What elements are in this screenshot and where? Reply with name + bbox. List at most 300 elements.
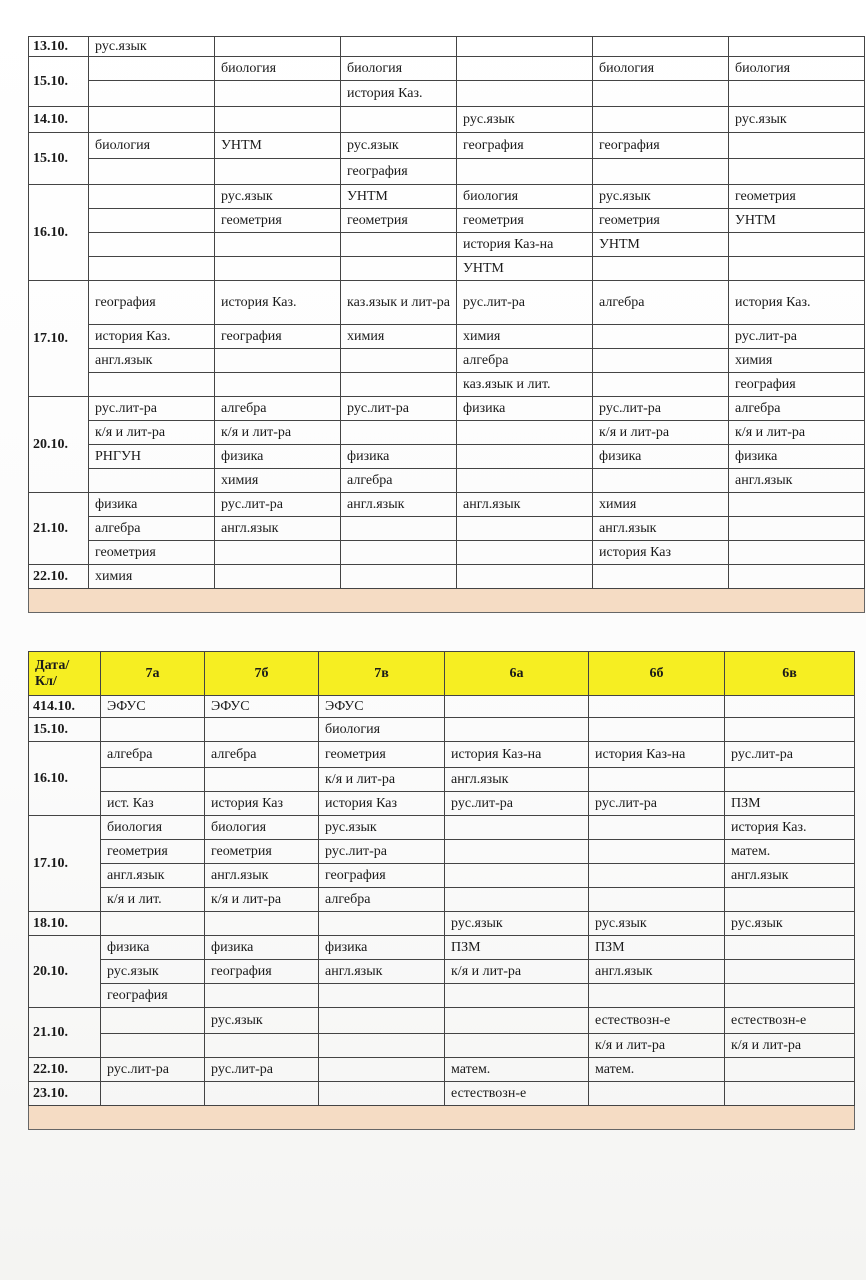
- table-row: [29, 696, 855, 718]
- subject-cell: рус.язык: [445, 912, 589, 936]
- subject-cell: к/я и лит-ра: [445, 960, 589, 984]
- subject-cell: [457, 57, 593, 81]
- date-cell: 15.10.: [29, 133, 89, 185]
- subject-cell: история Каз.: [729, 281, 865, 325]
- schedule-table-lower: [28, 651, 855, 1130]
- subject-cell: рус.лит-ра: [101, 1058, 205, 1082]
- subject-cell: география: [319, 864, 445, 888]
- subject-cell: [729, 233, 865, 257]
- table-row: [29, 984, 855, 1008]
- subject-cell: [215, 81, 341, 107]
- subject-cell: история Каз-на: [457, 233, 593, 257]
- subject-cell: физика: [593, 445, 729, 469]
- subject-cell: история Каз-на: [589, 742, 725, 768]
- subject-cell: ЭФУС: [205, 696, 319, 718]
- subject-cell: ЭФУС: [101, 696, 205, 718]
- subject-cell: алгебра: [101, 742, 205, 768]
- subject-cell: [589, 1082, 725, 1106]
- subject-cell: [215, 233, 341, 257]
- subject-cell: [205, 768, 319, 792]
- subject-cell: история Каз.: [215, 281, 341, 325]
- subject-cell: история Каз.: [341, 81, 457, 107]
- subject-cell: физика: [205, 936, 319, 960]
- subject-cell: англ.язык: [319, 960, 445, 984]
- subject-cell: УНТМ: [729, 209, 865, 233]
- subject-cell: [589, 864, 725, 888]
- subject-cell: [445, 718, 589, 742]
- subject-cell: [729, 257, 865, 281]
- subject-cell: англ.язык: [101, 864, 205, 888]
- subject-cell: география: [205, 960, 319, 984]
- subject-cell: англ.язык: [205, 864, 319, 888]
- date-cell: 17.10.: [29, 816, 101, 912]
- subject-cell: [457, 159, 593, 185]
- header-date-class: Дата/ Кл/: [29, 652, 101, 696]
- subject-cell: [589, 840, 725, 864]
- subject-cell: [89, 159, 215, 185]
- subject-cell: [725, 960, 855, 984]
- subject-cell: рус.язык: [589, 912, 725, 936]
- subject-cell: [205, 912, 319, 936]
- subject-cell: [319, 1034, 445, 1058]
- date-cell: 15.10.: [29, 57, 89, 107]
- subject-cell: геометрия: [215, 209, 341, 233]
- subject-cell: матем.: [445, 1058, 589, 1082]
- subject-cell: рус.язык: [215, 185, 341, 209]
- subject-cell: матем.: [589, 1058, 725, 1082]
- subject-cell: физика: [215, 445, 341, 469]
- subject-cell: алгебра: [215, 397, 341, 421]
- footer-band: [29, 1106, 855, 1130]
- date-cell: 22.10.: [29, 1058, 101, 1082]
- table-row: [29, 81, 865, 107]
- subject-cell: биология: [593, 57, 729, 81]
- table-row: [29, 257, 865, 281]
- subject-cell: [729, 517, 865, 541]
- date-cell: 14.10.: [29, 107, 89, 133]
- subject-cell: ПЗМ: [445, 936, 589, 960]
- subject-cell: [101, 718, 205, 742]
- subject-cell: геометрия: [205, 840, 319, 864]
- date-cell: 16.10.: [29, 185, 89, 281]
- subject-cell: [457, 541, 593, 565]
- subject-cell: УНТМ: [215, 133, 341, 159]
- subject-cell: [89, 107, 215, 133]
- table-row: [29, 960, 855, 984]
- subject-cell: к/я и лит-ра: [589, 1034, 725, 1058]
- header-row: [29, 652, 855, 696]
- subject-cell: история Каз.: [725, 816, 855, 840]
- date-cell: 23.10.: [29, 1082, 101, 1106]
- subject-cell: биология: [101, 816, 205, 840]
- subject-cell: алгебра: [319, 888, 445, 912]
- subject-cell: [101, 912, 205, 936]
- subject-cell: география: [457, 133, 593, 159]
- subject-cell: [89, 185, 215, 209]
- subject-cell: [89, 469, 215, 493]
- subject-cell: история Каз: [593, 541, 729, 565]
- subject-cell: [215, 37, 341, 57]
- table-row: [29, 349, 865, 373]
- subject-cell: УНТМ: [341, 185, 457, 209]
- subject-cell: [729, 159, 865, 185]
- subject-cell: [729, 37, 865, 57]
- table-row: [29, 792, 855, 816]
- subject-cell: ЭФУС: [319, 696, 445, 718]
- subject-cell: к/я и лит-ра: [319, 768, 445, 792]
- table-row: [29, 816, 855, 840]
- footer-band-cell: [29, 1106, 855, 1130]
- subject-cell: к/я и лит-ра: [729, 421, 865, 445]
- subject-cell: [445, 840, 589, 864]
- subject-cell: биология: [205, 816, 319, 840]
- table-row: [29, 768, 855, 792]
- subject-cell: естествозн-е: [445, 1082, 589, 1106]
- table-row: [29, 133, 865, 159]
- subject-cell: химия: [341, 325, 457, 349]
- subject-cell: рус.язык: [729, 107, 865, 133]
- subject-cell: [725, 888, 855, 912]
- subject-cell: биология: [341, 57, 457, 81]
- subject-cell: англ.язык: [725, 864, 855, 888]
- subject-cell: география: [593, 133, 729, 159]
- subject-cell: каз.язык и лит-ра: [341, 281, 457, 325]
- table-row: [29, 107, 865, 133]
- subject-cell: [89, 233, 215, 257]
- subject-cell: РНГУН: [89, 445, 215, 469]
- subject-cell: [215, 373, 341, 397]
- subject-cell: англ.язык: [341, 493, 457, 517]
- subject-cell: англ.язык: [593, 517, 729, 541]
- subject-cell: [341, 257, 457, 281]
- subject-cell: рус.лит-ра: [205, 1058, 319, 1082]
- subject-cell: [445, 1008, 589, 1034]
- subject-cell: [593, 37, 729, 57]
- table-row: [29, 373, 865, 397]
- subject-cell: физика: [89, 493, 215, 517]
- subject-cell: рус.лит-ра: [341, 397, 457, 421]
- table-row: [29, 233, 865, 257]
- subject-cell: англ.язык: [729, 469, 865, 493]
- subject-cell: [445, 888, 589, 912]
- subject-cell: [341, 37, 457, 57]
- subject-cell: рус.лит-ра: [215, 493, 341, 517]
- table-row: [29, 397, 865, 421]
- subject-cell: алгебра: [729, 397, 865, 421]
- subject-cell: к/я и лит.: [101, 888, 205, 912]
- subject-cell: [445, 864, 589, 888]
- subject-cell: [457, 469, 593, 493]
- subject-cell: биология: [89, 133, 215, 159]
- subject-cell: физика: [319, 936, 445, 960]
- table-row: [29, 718, 855, 742]
- subject-cell: [89, 81, 215, 107]
- table-row: [29, 37, 865, 57]
- subject-cell: [319, 1058, 445, 1082]
- subject-cell: геометрия: [457, 209, 593, 233]
- subject-cell: рус.лит-ра: [729, 325, 865, 349]
- footer-band: [29, 589, 865, 613]
- header-class: 7в: [319, 652, 445, 696]
- subject-cell: [215, 565, 341, 589]
- table-row: [29, 912, 855, 936]
- subject-cell: [101, 768, 205, 792]
- subject-cell: [89, 57, 215, 81]
- subject-cell: [589, 696, 725, 718]
- subject-cell: алгебра: [341, 469, 457, 493]
- subject-cell: [725, 718, 855, 742]
- table-row: [29, 493, 865, 517]
- subject-cell: [593, 565, 729, 589]
- date-cell: 22.10.: [29, 565, 89, 589]
- subject-cell: матем.: [725, 840, 855, 864]
- date-cell: 20.10.: [29, 397, 89, 493]
- subject-cell: [319, 1082, 445, 1106]
- subject-cell: [215, 541, 341, 565]
- subject-cell: алгебра: [593, 281, 729, 325]
- subject-cell: [215, 257, 341, 281]
- subject-cell: [457, 81, 593, 107]
- subject-cell: каз.язык и лит.: [457, 373, 593, 397]
- subject-cell: рус.язык: [205, 1008, 319, 1034]
- subject-cell: биология: [319, 718, 445, 742]
- header-class: 6б: [589, 652, 725, 696]
- subject-cell: рус.язык: [457, 107, 593, 133]
- subject-cell: [589, 888, 725, 912]
- date-cell: 414.10.: [29, 696, 101, 718]
- table-row: [29, 840, 855, 864]
- table-row: [29, 209, 865, 233]
- subject-cell: геометрия: [341, 209, 457, 233]
- footer-band-cell: [29, 589, 865, 613]
- subject-cell: история Каз-на: [445, 742, 589, 768]
- subject-cell: [589, 816, 725, 840]
- subject-cell: [593, 159, 729, 185]
- subject-cell: англ.язык: [89, 349, 215, 373]
- subject-cell: англ.язык: [589, 960, 725, 984]
- subject-cell: англ.язык: [457, 493, 593, 517]
- table-row: [29, 57, 865, 81]
- subject-cell: рус.язык: [101, 960, 205, 984]
- subject-cell: [593, 81, 729, 107]
- subject-cell: химия: [457, 325, 593, 349]
- subject-cell: химия: [729, 349, 865, 373]
- table-row: [29, 421, 865, 445]
- date-cell: 16.10.: [29, 742, 101, 816]
- subject-cell: [593, 325, 729, 349]
- subject-cell: [457, 517, 593, 541]
- subject-cell: [725, 1082, 855, 1106]
- subject-cell: [205, 1034, 319, 1058]
- subject-cell: [593, 373, 729, 397]
- subject-cell: география: [215, 325, 341, 349]
- subject-cell: география: [89, 281, 215, 325]
- subject-cell: к/я и лит-ра: [89, 421, 215, 445]
- subject-cell: история Каз.: [89, 325, 215, 349]
- subject-cell: [215, 159, 341, 185]
- subject-cell: [729, 493, 865, 517]
- header-class: 7а: [101, 652, 205, 696]
- date-cell: 18.10.: [29, 912, 101, 936]
- subject-cell: естествозн-е: [725, 1008, 855, 1034]
- subject-cell: [729, 81, 865, 107]
- date-cell: 15.10.: [29, 718, 101, 742]
- subject-cell: [593, 257, 729, 281]
- subject-cell: рус.язык: [593, 185, 729, 209]
- subject-cell: [445, 984, 589, 1008]
- subject-cell: биология: [215, 57, 341, 81]
- date-cell: 17.10.: [29, 281, 89, 397]
- table-row: [29, 1082, 855, 1106]
- subject-cell: англ.язык: [445, 768, 589, 792]
- subject-cell: к/я и лит-ра: [593, 421, 729, 445]
- subject-cell: [341, 421, 457, 445]
- subject-cell: рус.язык: [89, 37, 215, 57]
- subject-cell: ПЗМ: [589, 936, 725, 960]
- date-cell: 21.10.: [29, 1008, 101, 1058]
- subject-cell: [725, 696, 855, 718]
- subject-cell: [341, 565, 457, 589]
- subject-cell: алгебра: [89, 517, 215, 541]
- subject-cell: [725, 768, 855, 792]
- subject-cell: УНТМ: [593, 233, 729, 257]
- subject-cell: химия: [215, 469, 341, 493]
- subject-cell: [457, 565, 593, 589]
- subject-cell: геометрия: [319, 742, 445, 768]
- subject-cell: [341, 541, 457, 565]
- table-row: [29, 888, 855, 912]
- subject-cell: рус.лит-ра: [725, 742, 855, 768]
- subject-cell: [593, 469, 729, 493]
- table-row: [29, 159, 865, 185]
- subject-cell: [101, 1008, 205, 1034]
- subject-cell: [89, 373, 215, 397]
- subject-cell: к/я и лит-ра: [215, 421, 341, 445]
- table-row: [29, 325, 865, 349]
- subject-cell: УНТМ: [457, 257, 593, 281]
- subject-cell: [725, 1058, 855, 1082]
- subject-cell: география: [729, 373, 865, 397]
- subject-cell: ПЗМ: [725, 792, 855, 816]
- subject-cell: рус.лит-ра: [593, 397, 729, 421]
- subject-cell: [319, 1008, 445, 1034]
- subject-cell: [589, 984, 725, 1008]
- table-row: [29, 936, 855, 960]
- subject-cell: химия: [593, 493, 729, 517]
- table-row: [29, 541, 865, 565]
- subject-cell: рус.лит-ра: [589, 792, 725, 816]
- subject-cell: [593, 349, 729, 373]
- table-row: [29, 281, 865, 325]
- date-cell: 20.10.: [29, 936, 101, 1008]
- subject-cell: рус.лит-ра: [89, 397, 215, 421]
- header-class: 6в: [725, 652, 855, 696]
- schedule-table-upper: [28, 36, 865, 613]
- subject-cell: [729, 565, 865, 589]
- subject-cell: рус.лит-ра: [457, 281, 593, 325]
- subject-cell: [215, 107, 341, 133]
- subject-cell: [341, 349, 457, 373]
- subject-cell: [457, 421, 593, 445]
- subject-cell: рус.язык: [725, 912, 855, 936]
- subject-cell: алгебра: [457, 349, 593, 373]
- date-cell: 21.10.: [29, 493, 89, 565]
- subject-cell: физика: [457, 397, 593, 421]
- subject-cell: англ.язык: [215, 517, 341, 541]
- table-row: [29, 445, 865, 469]
- subject-cell: [215, 349, 341, 373]
- subject-cell: естествозн-е: [589, 1008, 725, 1034]
- subject-cell: биология: [457, 185, 593, 209]
- table-row: [29, 1058, 855, 1082]
- header-class: 6а: [445, 652, 589, 696]
- subject-cell: к/я и лит-ра: [205, 888, 319, 912]
- subject-cell: [729, 541, 865, 565]
- subject-cell: физика: [101, 936, 205, 960]
- subject-cell: [725, 936, 855, 960]
- subject-cell: [89, 209, 215, 233]
- subject-cell: геометрия: [729, 185, 865, 209]
- subject-cell: история Каз: [319, 792, 445, 816]
- subject-cell: [457, 37, 593, 57]
- subject-cell: физика: [729, 445, 865, 469]
- subject-cell: геометрия: [89, 541, 215, 565]
- subject-cell: физика: [341, 445, 457, 469]
- subject-cell: биология: [729, 57, 865, 81]
- subject-cell: [205, 718, 319, 742]
- subject-cell: [341, 517, 457, 541]
- subject-cell: рус.язык: [319, 816, 445, 840]
- subject-cell: [101, 1034, 205, 1058]
- table-row: [29, 517, 865, 541]
- table-row: [29, 864, 855, 888]
- subject-cell: рус.лит-ра: [445, 792, 589, 816]
- subject-cell: к/я и лит-ра: [725, 1034, 855, 1058]
- subject-cell: [319, 912, 445, 936]
- subject-cell: [589, 718, 725, 742]
- subject-cell: ист. Каз: [101, 792, 205, 816]
- subject-cell: рус.язык: [341, 133, 457, 159]
- subject-cell: алгебра: [205, 742, 319, 768]
- subject-cell: [205, 1082, 319, 1106]
- subject-cell: [89, 257, 215, 281]
- table-row: [29, 1008, 855, 1034]
- subject-cell: [457, 445, 593, 469]
- subject-cell: [101, 1082, 205, 1106]
- table-row: [29, 742, 855, 768]
- subject-cell: [205, 984, 319, 1008]
- subject-cell: [445, 816, 589, 840]
- subject-cell: химия: [89, 565, 215, 589]
- subject-cell: [445, 1034, 589, 1058]
- subject-cell: геометрия: [101, 840, 205, 864]
- subject-cell: география: [101, 984, 205, 1008]
- table-row: [29, 1034, 855, 1058]
- subject-cell: рус.лит-ра: [319, 840, 445, 864]
- table-row: [29, 565, 865, 589]
- subject-cell: история Каз: [205, 792, 319, 816]
- date-cell: 13.10.: [29, 37, 89, 57]
- subject-cell: [593, 107, 729, 133]
- subject-cell: география: [341, 159, 457, 185]
- subject-cell: [341, 233, 457, 257]
- subject-cell: [445, 696, 589, 718]
- table-row: [29, 185, 865, 209]
- table-row: [29, 469, 865, 493]
- header-class: 7б: [205, 652, 319, 696]
- subject-cell: [341, 107, 457, 133]
- subject-cell: [319, 984, 445, 1008]
